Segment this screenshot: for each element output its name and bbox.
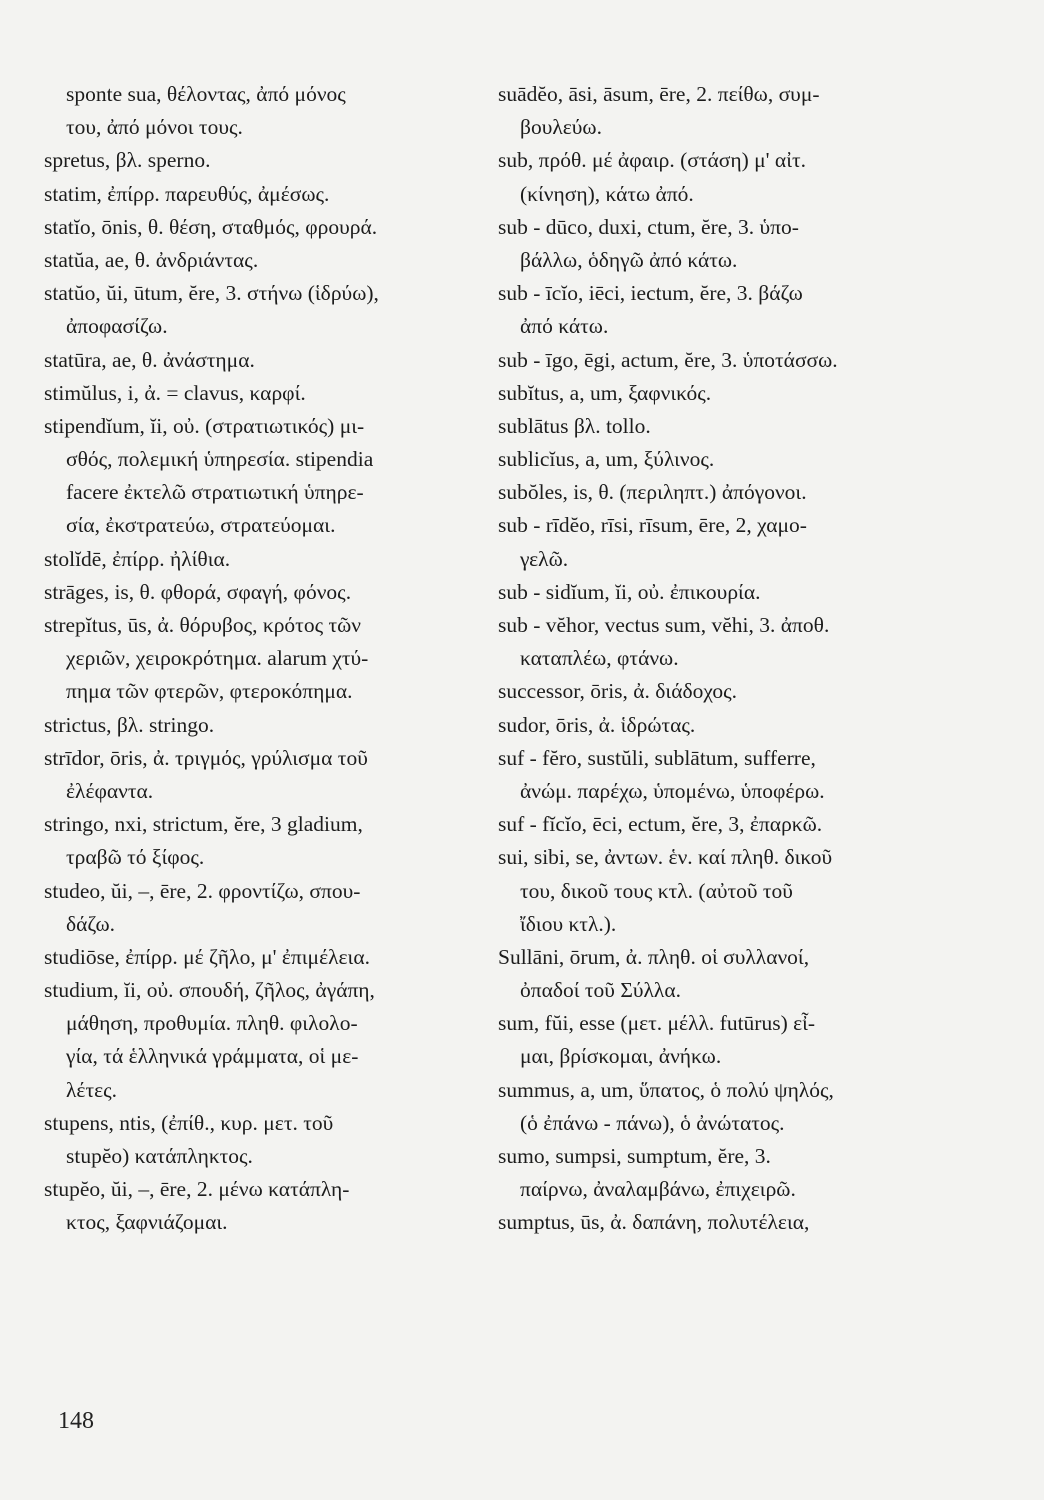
dictionary-line: sublicĭus, a, um, ξύλινος.: [498, 447, 715, 472]
dictionary-line: sumptus, ūs, ἀ. δαπάνη, πολυτέλεια,: [498, 1210, 810, 1235]
dictionary-line: (κίνηση), κάτω ἀπό.: [520, 181, 694, 206]
dictionary-line: μάθηση, προθυμία. πληθ. φιλολο-: [66, 1011, 358, 1036]
dictionary-line: stipendĭum, ĭi, οὐ. (στρατιωτικός) μι-: [44, 413, 365, 438]
dictionary-line: ἴδιου κτλ.).: [520, 911, 617, 936]
dictionary-line: statūra, ae, θ. ἀνάστημα.: [44, 347, 255, 372]
dictionary-line: βάλλω, ὁδηγῶ ἀπό κάτω.: [520, 247, 738, 272]
dictionary-line: sudor, ōris, ἀ. ἱδρώτας.: [498, 712, 696, 737]
dictionary-line: σία, ἐκστρατεύω, στρατεύομαι.: [66, 513, 336, 538]
dictionary-line: statĭo, ōnis, θ. θέση, σταθμός, φρουρά.: [44, 214, 378, 239]
dictionary-line: Sullāni, ōrum, ἀ. πληθ. οἱ συλλανοί,: [498, 944, 810, 969]
dictionary-line: statŭo, ŭi, ūtum, ĕre, 3. στήνω (ἱδρύω),: [44, 281, 379, 306]
dictionary-line: strepĭtus, ūs, ἀ. θόρυβος, κρότος τῶν: [44, 613, 361, 637]
dictionary-line: του, δικοῦ τους κτλ. (αὐτοῦ τοῦ: [520, 878, 793, 903]
dictionary-line: πημα τῶν φτερῶν, φτεροκόπημα.: [66, 679, 353, 704]
dictionary-line: sumo, sumpsi, sumptum, ĕre, 3.: [498, 1144, 771, 1168]
dictionary-line: δάζω.: [66, 911, 116, 936]
dictionary-line: subŏles, is, θ. (περιληπτ.) ἀπόγονοι.: [498, 480, 807, 505]
dictionary-line: sub - īgo, ēgi, actum, ĕre, 3. ὑποτάσσω.: [498, 347, 838, 372]
dictionary-line: successor, ōris, ἀ. διάδοχος.: [498, 679, 738, 704]
dictionary-line: sub, πρόθ. μέ ἀφαιρ. (στάση) μ' αἰτ.: [498, 148, 806, 173]
left-column: [44, 78, 480, 1240]
dictionary-line: stolĭdē, ἐπίρρ. ἠλίθια.: [44, 546, 231, 571]
dictionary-line: strictus, βλ. stringo.: [44, 712, 215, 737]
dictionary-line: sponte sua, θέλοντας, ἀπό μόνος: [66, 82, 346, 106]
dictionary-line: παίρνω, ἀναλαμβάνω, ἐπιχειρῶ.: [520, 1177, 796, 1202]
dictionary-line: καταπλέω, φτάνω.: [520, 646, 679, 671]
dictionary-line: strīdor, ōris, ἀ. τριγμός, γρύλισμα τοῦ: [44, 745, 368, 770]
dictionary-line: ὀπαδοί τοῦ Σύλλα.: [520, 978, 681, 1003]
dictionary-line: sub - rīdĕo, rīsi, rīsum, ēre, 2, χαμο-: [498, 513, 807, 538]
dictionary-line: sub - dūco, duxi, ctum, ĕre, 3. ὑπο-: [498, 214, 799, 239]
dictionary-line: suf - fĕro, sustŭli, sublātum, sufferre,: [498, 745, 816, 770]
dictionary-line: stupĕo) κατάπληκτος.: [66, 1144, 253, 1168]
dictionary-line: stringo, nxi, strictum, ĕre, 3 gladium,: [44, 812, 363, 837]
dictionary-line: ἀνώμ. παρέχω, ὑπομένω, ὑποφέρω.: [520, 778, 825, 803]
dictionary-line: sub - īcĭo, iēci, iectum, ĕre, 3. βάζω: [498, 281, 803, 306]
dictionary-line: stupens, ntis, (ἐπίθ., κυρ. μετ. τοῦ: [44, 1110, 334, 1135]
dictionary-line: statim, ἐπίρρ. παρευθύς, ἀμέσως.: [44, 181, 330, 206]
dictionary-line: summus, a, um, ὕπατος, ὁ πολύ ψηλός,: [498, 1077, 834, 1102]
dictionary-line: strāges, is, θ. φθορά, σφαγή, φόνος.: [44, 579, 352, 604]
dictionary-line: studiōse, ἐπίρρ. μέ ζῆλο, μ' ἐπιμέλεια.: [44, 944, 370, 969]
page-number: 148: [58, 1408, 94, 1434]
dictionary-line: λέτες.: [66, 1077, 118, 1102]
dictionary-line: spretus, βλ. sperno.: [44, 148, 211, 173]
dictionary-line: βουλεύω.: [520, 115, 602, 140]
dictionary-line: studeo, ŭi, –, ēre, 2. φροντίζω, σπου-: [44, 878, 361, 903]
dictionary-line: γελῶ.: [520, 546, 569, 571]
dictionary-line: stimŭlus, i, ἀ. = clavus, καρφί.: [44, 380, 306, 405]
dictionary-line: sub - vĕhor, vectus sum, vĕhi, 3. ἀποθ.: [498, 613, 830, 637]
dictionary-line: suādĕo, āsi, āsum, ēre, 2. πείθω, συμ-: [498, 82, 820, 106]
dictionary-line: ἀπό κάτω.: [520, 314, 609, 339]
dictionary-line: sub - sidĭum, ĭi, οὐ. ἐπικουρία.: [498, 579, 761, 604]
dictionary-line: sui, sibi, se, ἀντων. ἑν. καί πληθ. δικοῦ: [498, 845, 833, 870]
dictionary-line: studium, ĭi, οὐ. σπουδή, ζῆλος, ἀγάπη,: [44, 978, 375, 1003]
dictionary-line: γία, τά ἑλληνικά γράμματα, οἱ με-: [66, 1044, 359, 1069]
dictionary-line: του, ἀπό μόνοι τους.: [66, 115, 243, 140]
dictionary-line: κτος, ξαφνιάζομαι.: [66, 1210, 228, 1235]
dictionary-line: ἐλέφαντα.: [66, 778, 154, 803]
right-column: [498, 78, 944, 1240]
dictionary-line: sum, fŭi, esse (μετ. μέλλ. futūrus) εἶ-: [498, 1011, 816, 1036]
dictionary-line: sublātus βλ. tollo.: [498, 413, 651, 438]
dictionary-line: τραβῶ τό ξίφος.: [66, 845, 205, 870]
dictionary-line: subĭtus, a, um, ξαφνικός.: [498, 380, 712, 405]
dictionary-line: χεριῶν, χειροκρότημα. alarum χτύ-: [66, 646, 369, 671]
dictionary-line: σθός, πολεμική ὑπηρεσία. stipendia: [66, 447, 374, 472]
dictionary-line: μαι, βρίσκομαι, ἀνήκω.: [520, 1044, 722, 1069]
dictionary-line: facere ἐκτελῶ στρατιωτική ὑπηρε-: [66, 480, 364, 505]
dictionary-line: (ὁ ἐπάνω - πάνω), ὁ ἀνώτατος.: [520, 1110, 785, 1135]
dictionary-line: suf - fĭcĭo, ēci, ectum, ĕre, 3, ἐπαρκῶ.: [498, 812, 823, 837]
dictionary-line: ἀποφασίζω.: [66, 314, 168, 339]
dictionary-line: stupĕo, ŭi, –, ēre, 2. μένω κατάπλη-: [44, 1177, 350, 1202]
dictionary-line: statŭa, ae, θ. ἀνδριάντας.: [44, 247, 259, 272]
